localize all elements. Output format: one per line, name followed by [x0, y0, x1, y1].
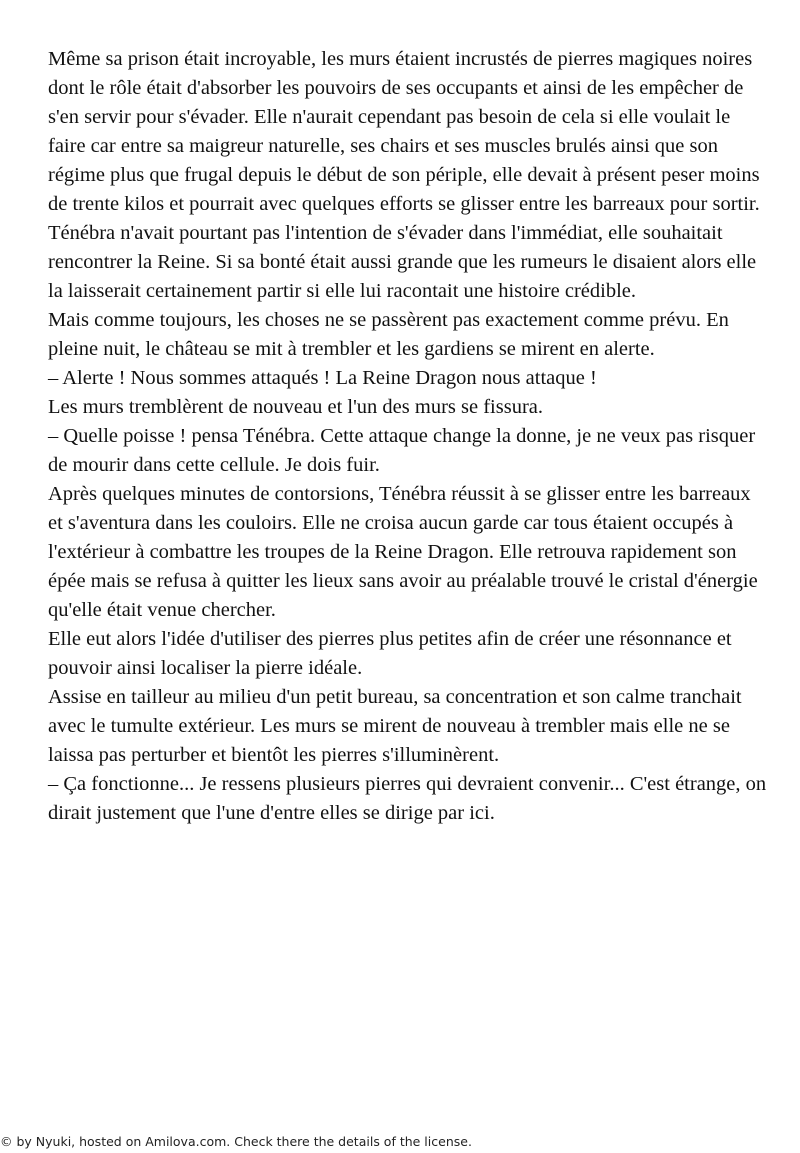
license-footer: © by Nyuki, hosted on Amilova.com. Check there the details of the license. — [0, 1134, 472, 1149]
paragraph-1: Même sa prison était incroyable, les murs étaient incrustés de pierres magiques noires dont le rôle était d'absorber les pouvoirs de ses occupants et ainsi de les empêcher de s'en servir pour s'évader. Elle n'aurait cependant pas besoin de cela si elle voulait le faire car entre sa maigreur naturelle, ses chairs et ses muscles brulés ainsi que son régime plus que frugal depuis le début de son périple, elle devait à présent peser moins de trente kilos et pourrait avec quelques efforts se glisser entre les barreaux pour sortir. — [48, 48, 760, 215]
paragraph-8: Elle eut alors l'idée d'utiliser des pierres plus petites afin de créer une résonnance et pouvoir ainsi localiser la pierre idéale. — [48, 628, 732, 679]
paragraph-5: Les murs tremblèrent de nouveau et l'un des murs se fissura. — [48, 396, 543, 418]
dialogue-fonctionne: – Ça fonctionne... Je ressens plusieurs pierres qui devraient convenir... C'est étrange, on dirait justement que l'une d'entre elles se dirige par ici. — [48, 773, 767, 824]
dialogue-alert: – Alerte ! Nous sommes attaqués ! La Reine Dragon nous attaque ! — [48, 367, 597, 389]
paragraph-9: Assise en tailleur au milieu d'un petit bureau, sa concentration et son calme tranchait avec le tumulte extérieur. Les murs se mirent de nouveau à trembler mais elle ne se laissa pas perturber et bientôt les pierres s'illuminèrent. — [48, 686, 742, 766]
paragraph-2: Ténébra n'avait pourtant pas l'intention de s'évader dans l'immédiat, elle souhaitait rencontrer la Reine. Si sa bonté était aussi grande que les rumeurs le disaient alors elle la laisserait certainement partir si elle lui racontait une histoire crédible. — [48, 222, 757, 302]
paragraph-3: Mais comme toujours, les choses ne se passèrent pas exactement comme prévu. En pleine nuit, le château se mit à trembler et les gardiens se mirent en alerte. — [48, 309, 729, 360]
dialogue-poisse: – Quelle poisse ! pensa Ténébra. Cette attaque change la donne, je ne veux pas risquer de mourir dans cette cellule. Je dois fuir. — [48, 425, 756, 476]
story-text — [48, 45, 768, 828]
paragraph-7: Après quelques minutes de contorsions, Ténébra réussit à se glisser entre les barreaux et s'aventura dans les couloirs. Elle ne croisa aucun garde car tous étaient occupés à l'extérieur à combattre les troupes de la Reine Dragon. Elle retrouva rapidement son épée mais se refusa à quitter les lieux sans avoir au préalable trouvé le cristal d'énergie qu'elle était venue chercher. — [48, 483, 758, 621]
